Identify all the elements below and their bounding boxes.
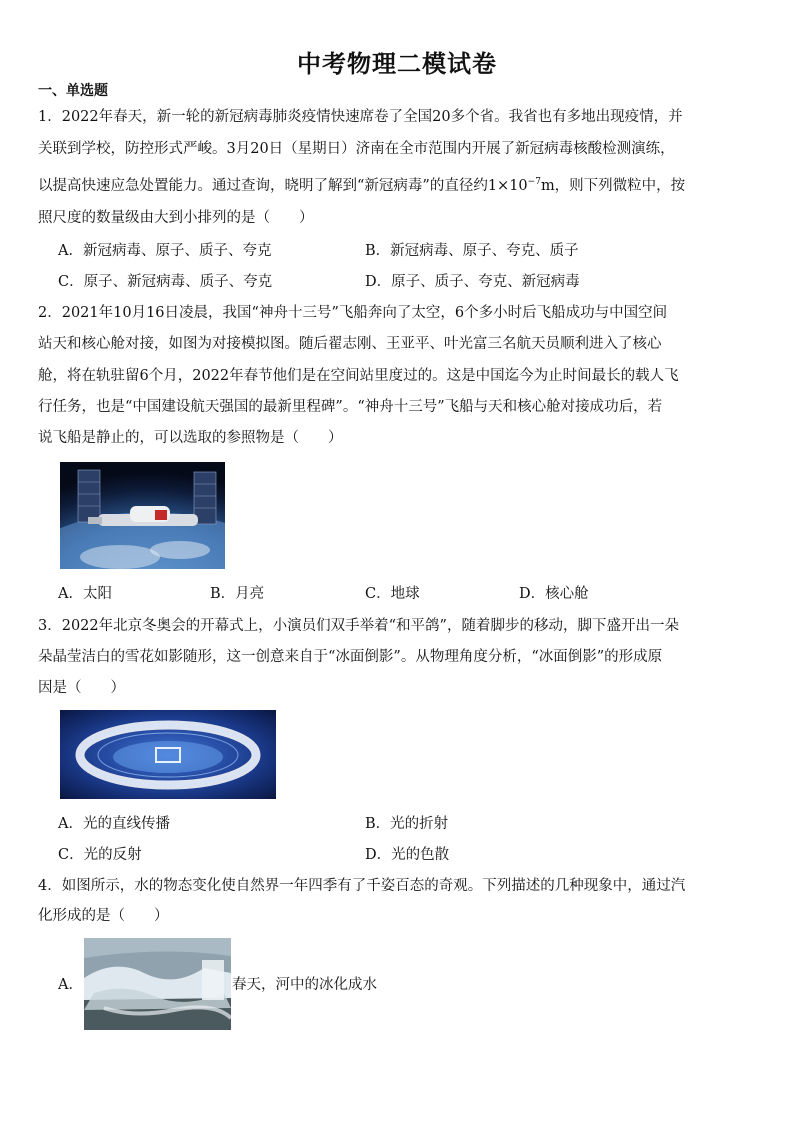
q2-option-c[interactable]: C．地球	[365, 586, 420, 602]
q2-line-1: 2．2021年10月16日凌晨，我国“神舟十三号”飞船奔向了太空，6个多小时后飞船成功与中国空间	[38, 305, 668, 321]
q1-option-a[interactable]: A．新冠病毒、原子、质子、夸克	[58, 243, 272, 259]
section-heading: 一、单选题	[38, 83, 108, 99]
space-station-image	[60, 462, 225, 569]
q3-option-d[interactable]: D．光的色散	[365, 847, 450, 863]
q2-line-3: 舱，将在轨驻留6个月，2022年春节他们是在空间站里度过的。这是中国迄今为止时间最长的载人飞	[38, 368, 679, 384]
q2-line-4: 行任务，也是“中国建设航天强国的最新里程碑”。“神舟十三号”飞船与天和核心舱对接成功后，若	[38, 399, 663, 415]
q1-line-4: 照尺度的数量级由大到小排列的是（ ）	[38, 210, 314, 226]
q3-option-b[interactable]: B．光的折射	[365, 816, 449, 832]
q3-option-c[interactable]: C．光的反射	[58, 847, 142, 863]
q1-option-d[interactable]: D．原子、质子、夸克、新冠病毒	[365, 274, 580, 290]
q3-line-3: 因是（ ）	[38, 680, 125, 696]
q2-option-d[interactable]: D．核心舱	[519, 586, 589, 602]
q1-line-3-text: 以提高快速应急处置能力。通过查询，晓明了解到“新冠病毒”的直径约1×10	[38, 177, 528, 194]
q1-line-3-end: m，则下列微粒中，按	[540, 177, 686, 194]
q2-option-b[interactable]: B．月亮	[210, 586, 265, 602]
q1-option-c[interactable]: C．原子、新冠病毒、质子、夸克	[58, 274, 273, 290]
q2-option-a[interactable]: A．太阳	[58, 586, 112, 602]
page-title: 中考物理二模试卷	[297, 50, 497, 78]
q1-line-3	[38, 172, 685, 196]
q1-line-1: 1．2022年春天，新一轮的新冠病毒肺炎疫情快速席卷了全国20多个省。我省也有多地出现疫情，并	[38, 109, 683, 125]
q4-line-2: 化形成的是（ ）	[38, 908, 169, 924]
snowflake-ceremony-image	[60, 710, 276, 799]
q2-line-2: 站天和核心舱对接，如图为对接模拟图。随后翟志刚、王亚平、叶光富三名航天员顺利进入了核心	[38, 336, 662, 352]
q1-exponent: −7	[527, 177, 541, 187]
q4-line-1: 4．如图所示，水的物态变化使自然界一年四季有了千姿百态的奇观。下列描述的几种现象中，通过汽	[38, 878, 686, 894]
q3-line-1: 3．2022年北京冬奥会的开幕式上，小演员们双手举着“和平鸽”，随着脚步的移动，脚下盛开出一朵	[38, 618, 679, 634]
q4-option-a-text[interactable]: 春天，河中的冰化成水	[232, 977, 377, 993]
melting-ice-image	[84, 938, 231, 1030]
q3-option-a[interactable]: A．光的直线传播	[58, 816, 170, 832]
q2-line-5: 说飞船是静止的，可以选取的参照物是（ ）	[38, 430, 343, 446]
q4-option-a-label[interactable]: A．	[58, 977, 83, 993]
q1-line-2: 关联到学校，防控形式严峻。3月20日（星期日）济南在全市范围内开展了新冠病毒核酸检测演练，	[38, 141, 675, 157]
q3-line-2: 朵晶莹洁白的雪花如影随形，这一创意来自于“冰面倒影”。从物理角度分析，“冰面倒影”的形成原	[38, 649, 663, 665]
q1-option-b[interactable]: B．新冠病毒、原子、夸克、质子	[365, 243, 579, 259]
